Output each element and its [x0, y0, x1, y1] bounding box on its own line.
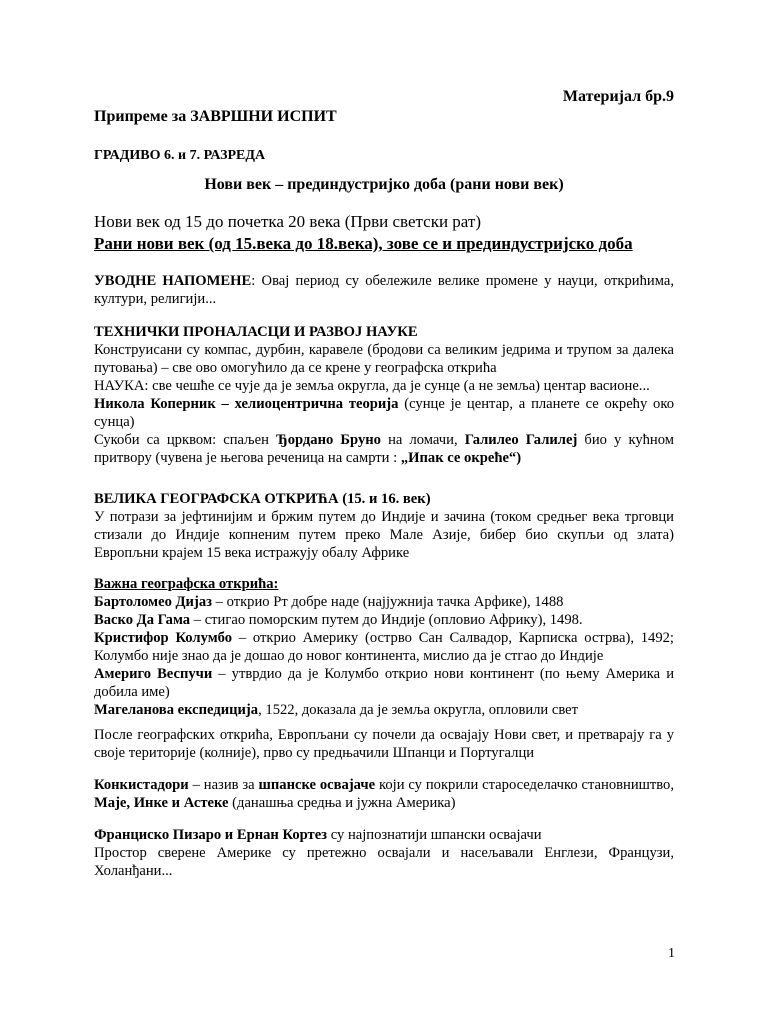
subtitle: Нови век – прединдустријко доба (рани нови век)	[204, 176, 564, 193]
page-title: Припреме за ЗАВРШНИ ИСПИТ	[94, 108, 337, 125]
intro-heading: УВОДНЕ НАПОМЕНЕ	[94, 273, 252, 289]
science-section	[94, 323, 674, 467]
material-number: Материјал бр.9	[562, 88, 674, 105]
page-number: 1	[668, 946, 675, 961]
discoveries-heading: ВЕЛИКА ГЕОГРАФСКА ОТКРИЋА (15. и 16. век)	[94, 491, 431, 507]
important-discoveries-section	[94, 575, 674, 719]
science-paragraph-1: Конструисани су компас, дурбин, каравеле (бродови са великим једрима и трупом за далека путовања) – све ово омогућило да се крене у географска открића	[94, 342, 674, 376]
list-item: Америго Веспучи – утврдио да је Колумбо открио нови континент (по њему Америка и добила име)	[94, 666, 674, 700]
science-paragraph-2: НАУКА: све чешће се чује да је земља округла, да је сунце (а не земља) центар васионе...	[94, 378, 650, 394]
era-line-1: Нови век од 15 до почетка 20 века (Први светски рат)	[94, 212, 482, 231]
science-heading: ТЕХНИЧКИ ПРОНАЛАСЦИ И РАЗВОЈ НАУКЕ	[94, 324, 418, 340]
after-text: После географских открића, Европљани су почели да освајају Нови свет, и претварају га у своје територије (колније), прво су предњачили Шпанци и Португалци	[94, 727, 674, 761]
after-discoveries-section	[94, 726, 674, 762]
intro-text: : Овај период су обележиле велике промене у науци, открићима, култури, религији...	[94, 273, 674, 307]
pizarro-section: Франциско Пизаро и Ернан Кортез су најпознатији шпански освајачи Простор сверене Америке су претежно освајали и насељавали Енглези, Французи, Холанђани...	[94, 827, 674, 879]
list-item: Кристифор Колумбо – открио Америку (острво Сан Салвадор, Карписка острва), 1492; Колумбо није знао да је дошао до новог континента, мислио да је стгао до Индије	[94, 630, 674, 664]
list-item: Магеланова експедиција, 1522, доказала да је земља округла, опловили свет	[94, 702, 579, 718]
discoveries-text: У потрази за јефтинијим и бржим путем до Индије и зачина (током средњег века трговци стизали до Индије копненим путем преко Мале Азије, бибер био скупљи од злата) Европљни крајем 15 века истражују обалу Африке	[94, 509, 674, 561]
discoveries-section	[94, 490, 674, 562]
list-item: Васко Да Гама – стигао поморским путем до Индије (опловио Африку), 1498.	[94, 612, 583, 628]
pizarro-line-2: Простор сверене Америке су претежно освајали и насељавали Енглези, Французи, Холанђани...	[94, 845, 674, 879]
intro-section	[94, 272, 674, 308]
science-paragraph-3: Никола Коперник – хелиоцентрична теорија (сунце је центар, а планете се окрећу око сунца)	[94, 396, 675, 430]
grade-heading: ГРАДИВО 6. и 7. РАЗРЕДА	[94, 148, 266, 163]
conquistadors-section: Конкистадори – назив за шпанске освајаче који су покрили староседелачко становништво, Маје, Инке и Астеке (данашња средња и јужна Америка)	[94, 777, 674, 811]
era-line-2: Рани нови век (од 15.века до 18.века), зове се и прединдустријско доба	[94, 234, 633, 253]
important-heading: Важна географска открића:	[94, 576, 279, 592]
list-item: Бартоломео Дијаз – открио Рт добре наде (најјужнија тачка Арфике), 1488	[94, 594, 564, 610]
science-paragraph-4: Сукоби са црквом: спаљен Ђордано Бруно на ломачи, Галилео Галилеј био у кућном притвору (чувена је његова реченица на самрти : „Ипак се окреће“)	[94, 432, 674, 466]
